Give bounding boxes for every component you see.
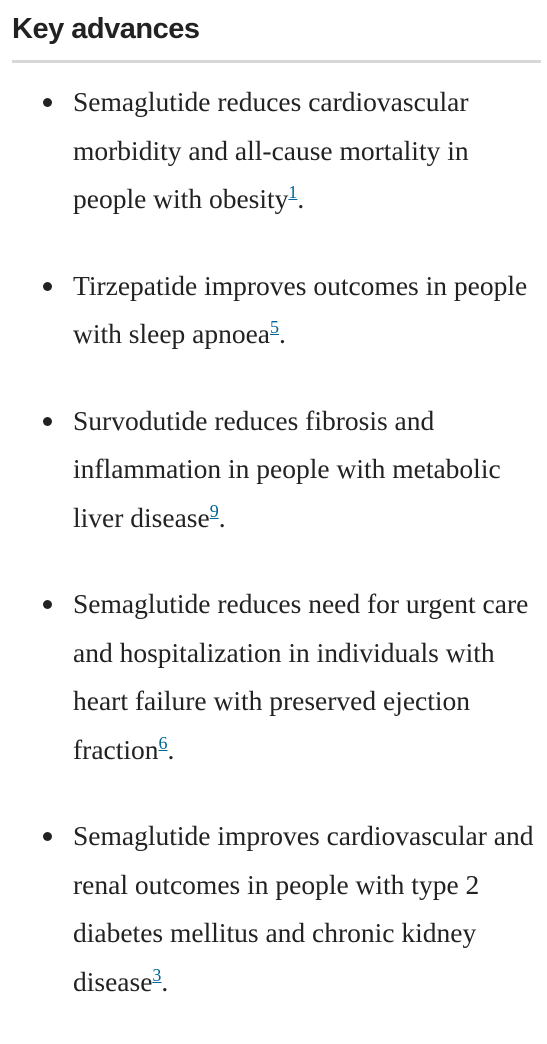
reference-link[interactable]: 9 xyxy=(209,500,219,521)
bullet-icon xyxy=(43,282,52,291)
bullet-icon xyxy=(43,832,52,841)
list-item xyxy=(12,262,541,359)
bullet-icon xyxy=(43,600,52,609)
bullet-icon xyxy=(43,98,52,107)
sentence-end: . xyxy=(218,501,226,533)
advance-text: Semaglutide reduces cardiovascular morbidity and all-cause mortality in people with obesity xyxy=(73,86,469,214)
list-item xyxy=(12,812,541,1006)
sentence-end: . xyxy=(167,733,175,765)
bullet-icon xyxy=(43,417,52,426)
sentence-end: . xyxy=(161,965,169,997)
advances-list xyxy=(12,78,541,1044)
list-item xyxy=(12,580,541,774)
list-item xyxy=(12,397,541,543)
sentence-end: . xyxy=(297,183,305,214)
heading-divider xyxy=(12,60,541,63)
reference-link[interactable]: 5 xyxy=(270,317,280,337)
advance-text: Semaglutide reduces need for urgent care and hospitalization in individuals with heart failure with preserved ejection fraction xyxy=(73,588,529,765)
sentence-end: . xyxy=(279,318,286,349)
reference-link[interactable]: 6 xyxy=(158,732,168,753)
reference-link[interactable]: 1 xyxy=(288,182,298,202)
advance-text: Semaglutide improves cardiovascular and renal outcomes in people with type 2 diabetes mellitus and chronic kidney disease xyxy=(73,820,534,997)
list-item xyxy=(12,78,541,224)
section-heading: Key advances xyxy=(12,13,200,45)
advance-text: Tirzepatide improves outcomes in people with sleep apnoea xyxy=(73,269,528,349)
advance-text: Survodutide reduces fibrosis and inflammation in people with metabolic liver disease xyxy=(73,404,501,533)
reference-link[interactable]: 3 xyxy=(152,964,162,985)
key-advances-box xyxy=(12,0,541,1000)
